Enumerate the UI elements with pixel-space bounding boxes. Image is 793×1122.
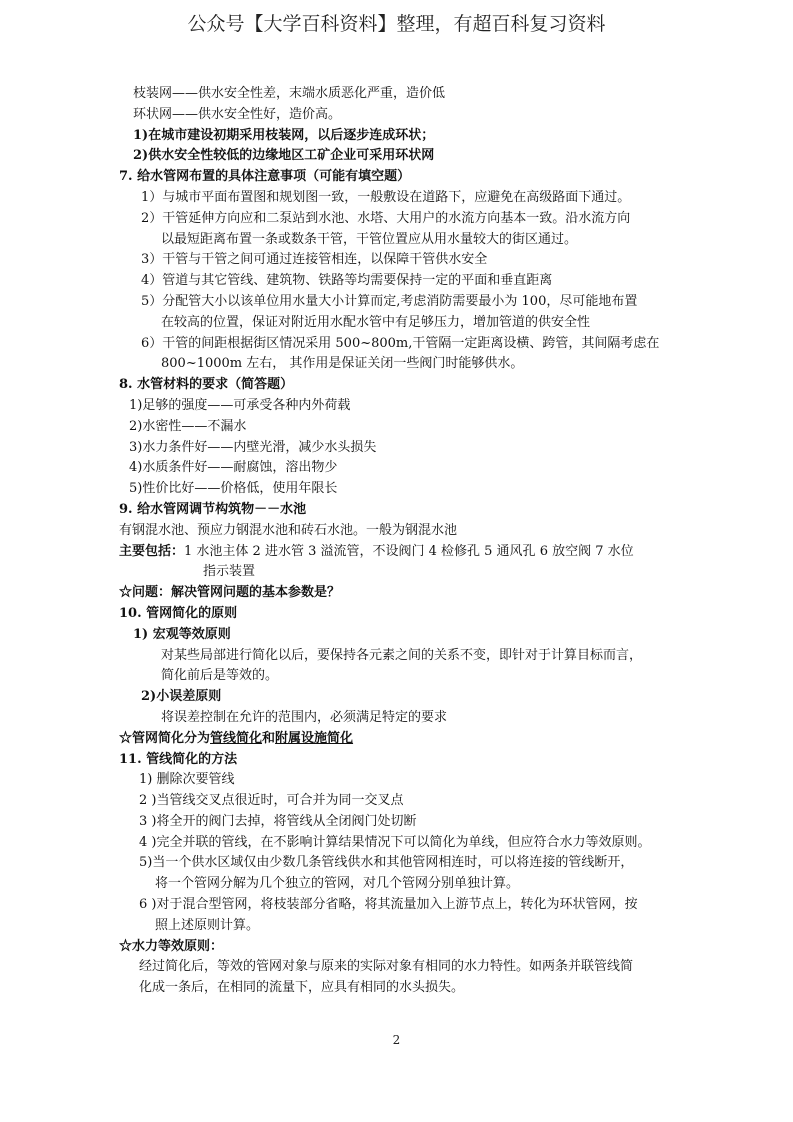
- list-item: 3）干管与干管之间可通过连接管相连，以保障干管供水安全: [141, 252, 488, 268]
- list-item: 5)当一个供水区域仅由少数几条管线供水和其他管网相连时，可以将连接的管线断开，: [139, 855, 634, 871]
- note-term-2: 附属设施简化: [275, 730, 354, 746]
- text-line: 有钢混水池、预应力钢混水池和砖石水池。一般为钢混水池: [119, 522, 458, 538]
- section-heading: 10. 管网简化的原则: [119, 605, 238, 621]
- page-header: 公众号【大学百科资料】整理，有超百科复习资料: [187, 13, 606, 35]
- text-line: 将误差控制在允许的范围内，必须满足特定的要求: [161, 709, 448, 725]
- list-item: 6 )对于混合型管网，将枝装部分省略，将其流量加入上游节点上，转化为环状管网，按: [139, 897, 638, 913]
- list-item: 6）干管的间距根据街区情况采用 500~800m,干管隔一定距离设横、跨管，其间隔考虑在: [141, 335, 660, 351]
- list-item: 5）分配管大小以该单位用水量大小计算而定,考虑消防需要最小为 100，尽可能地布置: [141, 293, 638, 309]
- text-line: 经过简化后，等效的管网对象与原来的实际对象有相同的水力特性。如两条并联管线简: [139, 959, 634, 975]
- list-item: 1) 删除次要管线: [139, 772, 235, 788]
- list-item: 3 )将全开的阀门去掉，将管线从全闭阀门处切断: [139, 813, 417, 829]
- main-contents-text: 1 水池主体 2 进水管 3 溢流管，不设阀门 4 检修孔 5 通风孔 6 放空阀 7 水位: [184, 543, 634, 559]
- note-line: ☆水力等效原则：: [119, 938, 224, 954]
- note-line: [119, 729, 689, 750]
- text-line: 对某些局部进行简化以后，要保持各元素之间的关系不变，即针对于计算目标而言，: [161, 647, 643, 663]
- list-item: 2）干管延伸方向应和二泵站到水池、水塔、大用户的水流方向基本一致。沿水流方向: [141, 210, 631, 226]
- list-item-continuation: 800~1000m 左右， 其作用是保证关闭一些阀门时能够供水。: [161, 356, 524, 372]
- list-item: 3)水力条件好——内壁光滑，减少水头损失: [129, 439, 377, 455]
- text-line-continuation: 指示装置: [203, 564, 256, 580]
- section-heading: 8. 水管材料的要求（简答题）: [119, 377, 294, 393]
- list-item-continuation: 在较高的位置，保证对附近用水配水管中有足够压力，增加管道的供安全性: [161, 314, 591, 330]
- text-line: 环状网——供水安全性好，造价高。: [133, 106, 342, 122]
- text-line-continuation: 化成一条后，在相同的流量下，应具有相同的水头损失。: [139, 980, 465, 996]
- subheading: 1) 宏观等效原则: [133, 626, 231, 642]
- list-item: 2 )当管线交叉点很近时，可合并为同一交叉点: [139, 793, 404, 809]
- list-item: 4）管道与其它管线、建筑物、铁路等均需要保持一定的平面和垂直距离: [141, 273, 553, 289]
- label-main-contents: 主要包括：: [119, 543, 185, 559]
- subheading: 2)小误差原则: [141, 689, 222, 705]
- text-line: 2)供水安全性较低的边缘地区工矿企业可采用环状网: [133, 148, 435, 164]
- page-number: 2: [392, 1033, 401, 1047]
- note-conjunction: 和: [262, 730, 276, 746]
- list-item: 1)足够的强度——可承受各种内外荷载: [129, 397, 351, 413]
- text-line: 1)在城市建设初期采用枝装网，以后逐步连成环状；: [133, 127, 435, 143]
- section-heading: 7. 给水管网布置的具体注意事项（可能有填空题）: [119, 169, 411, 185]
- list-item-continuation: 照上述原则计算。: [155, 917, 260, 933]
- document-body: [119, 84, 689, 999]
- section-heading: 9. 给水管网调节构筑物－－水池: [119, 501, 307, 517]
- list-item: 4)水质条件好——耐腐蚀，溶出物少: [129, 460, 338, 476]
- list-item: 1）与城市平面布置图和规划图一致，一般敷设在道路下，应避免在高级路面下通过。: [141, 189, 631, 205]
- text-line: [119, 542, 689, 563]
- list-item: 4 )完全并联的管线，在不影响计算结果情况下可以简化为单线，但应符合水力等效原则。: [139, 834, 651, 850]
- text-line-continuation: 简化前后是等效的。: [161, 668, 279, 684]
- list-item: 5)性价比好——价格低，使用年限长: [129, 481, 338, 497]
- list-item-continuation: 将一个管网分解为几个独立的管网，对几个管网分别单独计算。: [155, 876, 520, 892]
- list-item-continuation: 以最短距离布置一条或数条干管，干管位置应从用水量较大的街区通过。: [161, 231, 578, 247]
- note-prefix: ☆管网简化分为: [119, 730, 211, 746]
- section-heading: 11. 管线简化的方法: [119, 751, 238, 767]
- question-line: ☆问题：解决管网问题的基本参数是？: [119, 585, 341, 601]
- note-term-1: 管线简化: [210, 730, 263, 746]
- list-item: 2)水密性——不漏水: [129, 418, 247, 434]
- text-line: 枝装网——供水安全性差，末端水质恶化严重，造价低: [133, 86, 446, 101]
